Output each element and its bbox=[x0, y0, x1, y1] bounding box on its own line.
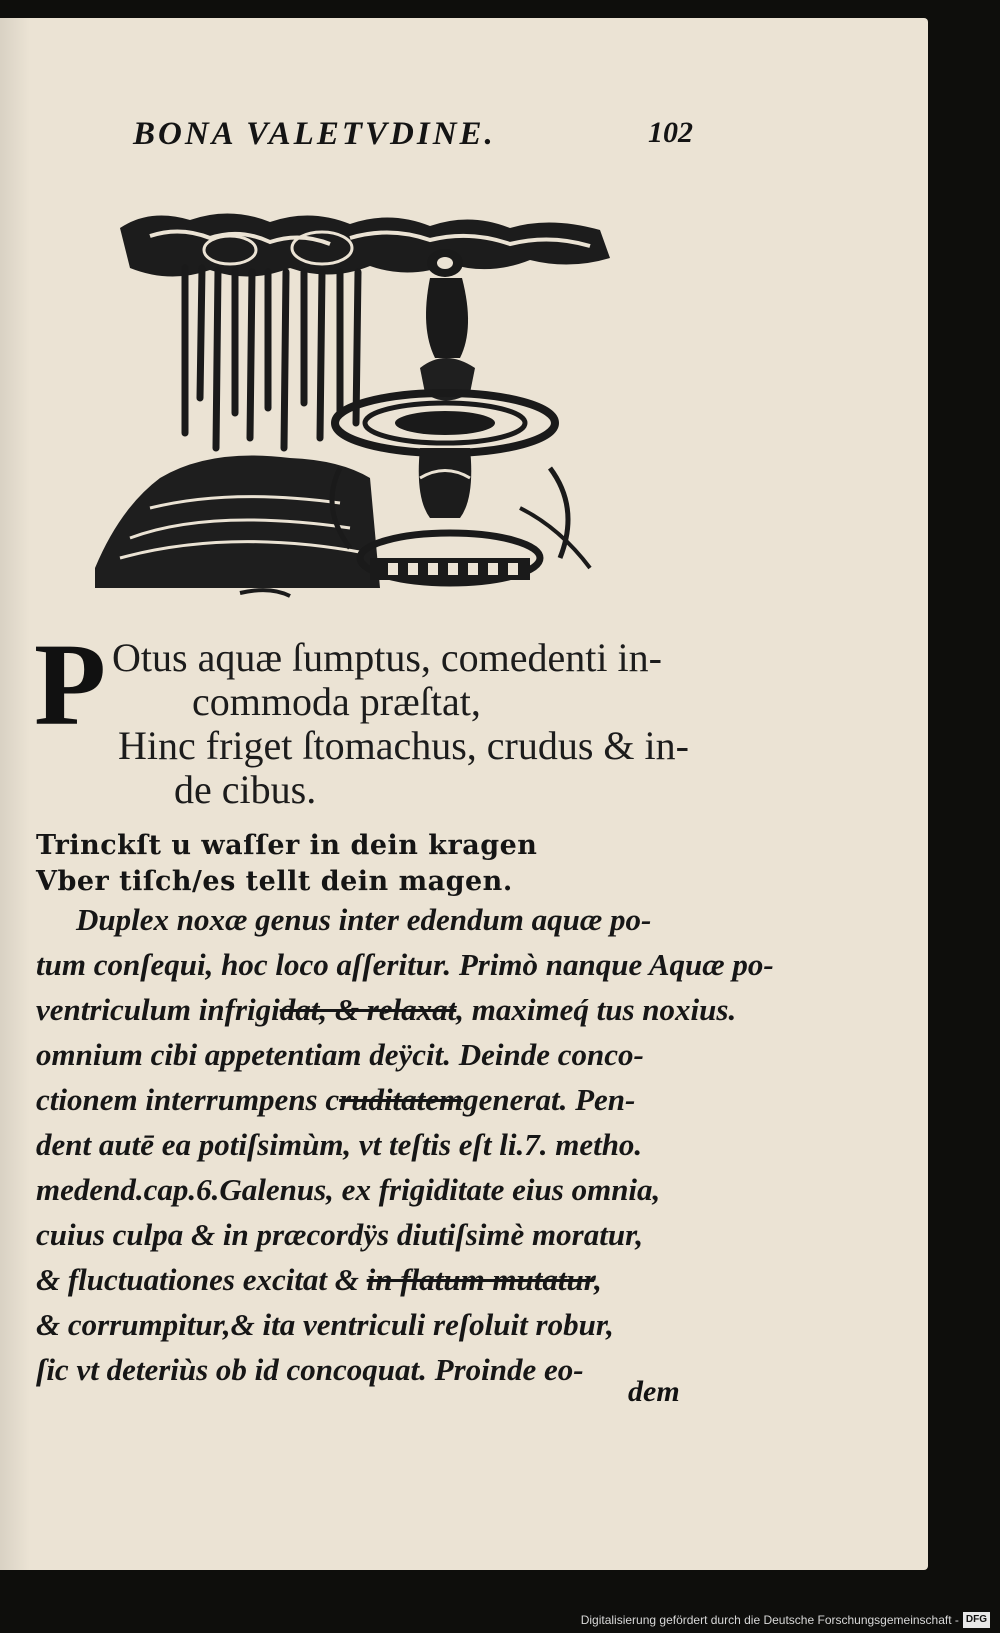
verse-line-4: de cibus. bbox=[174, 767, 317, 812]
commentary-line-2: tum conſequi, hoc loco aſſeritur. Primò nanque Aquæ po- bbox=[36, 947, 774, 982]
commentary-line-5-a: ctionem interrumpens c bbox=[36, 1082, 340, 1117]
commentary-line-8: cuius culpa & in præcordÿs diutiſsimè moratur, bbox=[36, 1217, 644, 1252]
commentary-line-9-c: , bbox=[594, 1262, 602, 1297]
struck-text: dat, & relaxat bbox=[279, 992, 457, 1027]
commentary-line-9-a: & fluctuationes excitat & bbox=[36, 1262, 367, 1297]
running-head bbox=[133, 114, 693, 164]
digitization-footer bbox=[581, 1609, 990, 1631]
commentary-line-7: medend.cap.6.Galenus, ex frigiditate eius omnia, bbox=[36, 1172, 661, 1207]
commentary-line-4: omnium cibi appetentiam deÿcit. Deinde conco- bbox=[36, 1037, 644, 1072]
german-line-2: Vber tiſch/es tellt dein magen. bbox=[36, 866, 513, 897]
struck-text: ruditatem bbox=[339, 1082, 464, 1117]
page-gutter-shadow bbox=[0, 18, 30, 1570]
struck-text: in flatum mutatur bbox=[366, 1262, 595, 1297]
verse-line-2: commoda præſtat, bbox=[192, 679, 481, 724]
decorated-initial: P bbox=[34, 619, 107, 750]
commentary-line-3-c: , maximeq́ tus noxius. bbox=[456, 992, 737, 1027]
catchword: dem bbox=[628, 1375, 680, 1408]
commentary-line-9 bbox=[36, 1262, 602, 1298]
footer-text: Digitalisierung gefördert durch die Deutsche Forschungsgemeinschaft - bbox=[580, 1613, 959, 1627]
commentary-line-1: Duplex noxæ genus inter edendum aquæ po- bbox=[76, 902, 652, 937]
verse-line-3: Hinc friget ſtomachus, crudus & in- bbox=[118, 723, 689, 768]
dfg-logo: DFG bbox=[963, 1612, 990, 1628]
running-title: BONA VALETVDINE. bbox=[133, 116, 496, 152]
german-line-1: Trinckſt u waſſer in dein kragen bbox=[36, 830, 538, 861]
commentary-line-5 bbox=[36, 1082, 635, 1118]
commentary-line-3 bbox=[36, 992, 736, 1028]
commentary-line-3-a: ventriculum infrigi bbox=[36, 992, 280, 1027]
commentary-line-10: & corrumpitur,& ita ventriculi reſoluit robur, bbox=[36, 1307, 614, 1342]
commentary-line-11: ſic vt deteriùs ob id concoquat. Proinde eo- bbox=[36, 1352, 584, 1387]
commentary-line-6: dent autē ea potiſsimùm, vt teſtis eſt li.7. metho. bbox=[36, 1127, 643, 1162]
verse-line-1: Otus aquæ ſumptus, comedenti in- bbox=[112, 635, 662, 680]
page-number: 102 bbox=[648, 116, 693, 149]
book-page bbox=[0, 18, 928, 1570]
commentary-line-5-c: generat. Pen- bbox=[463, 1082, 636, 1117]
woodcut-illustration bbox=[90, 208, 630, 608]
